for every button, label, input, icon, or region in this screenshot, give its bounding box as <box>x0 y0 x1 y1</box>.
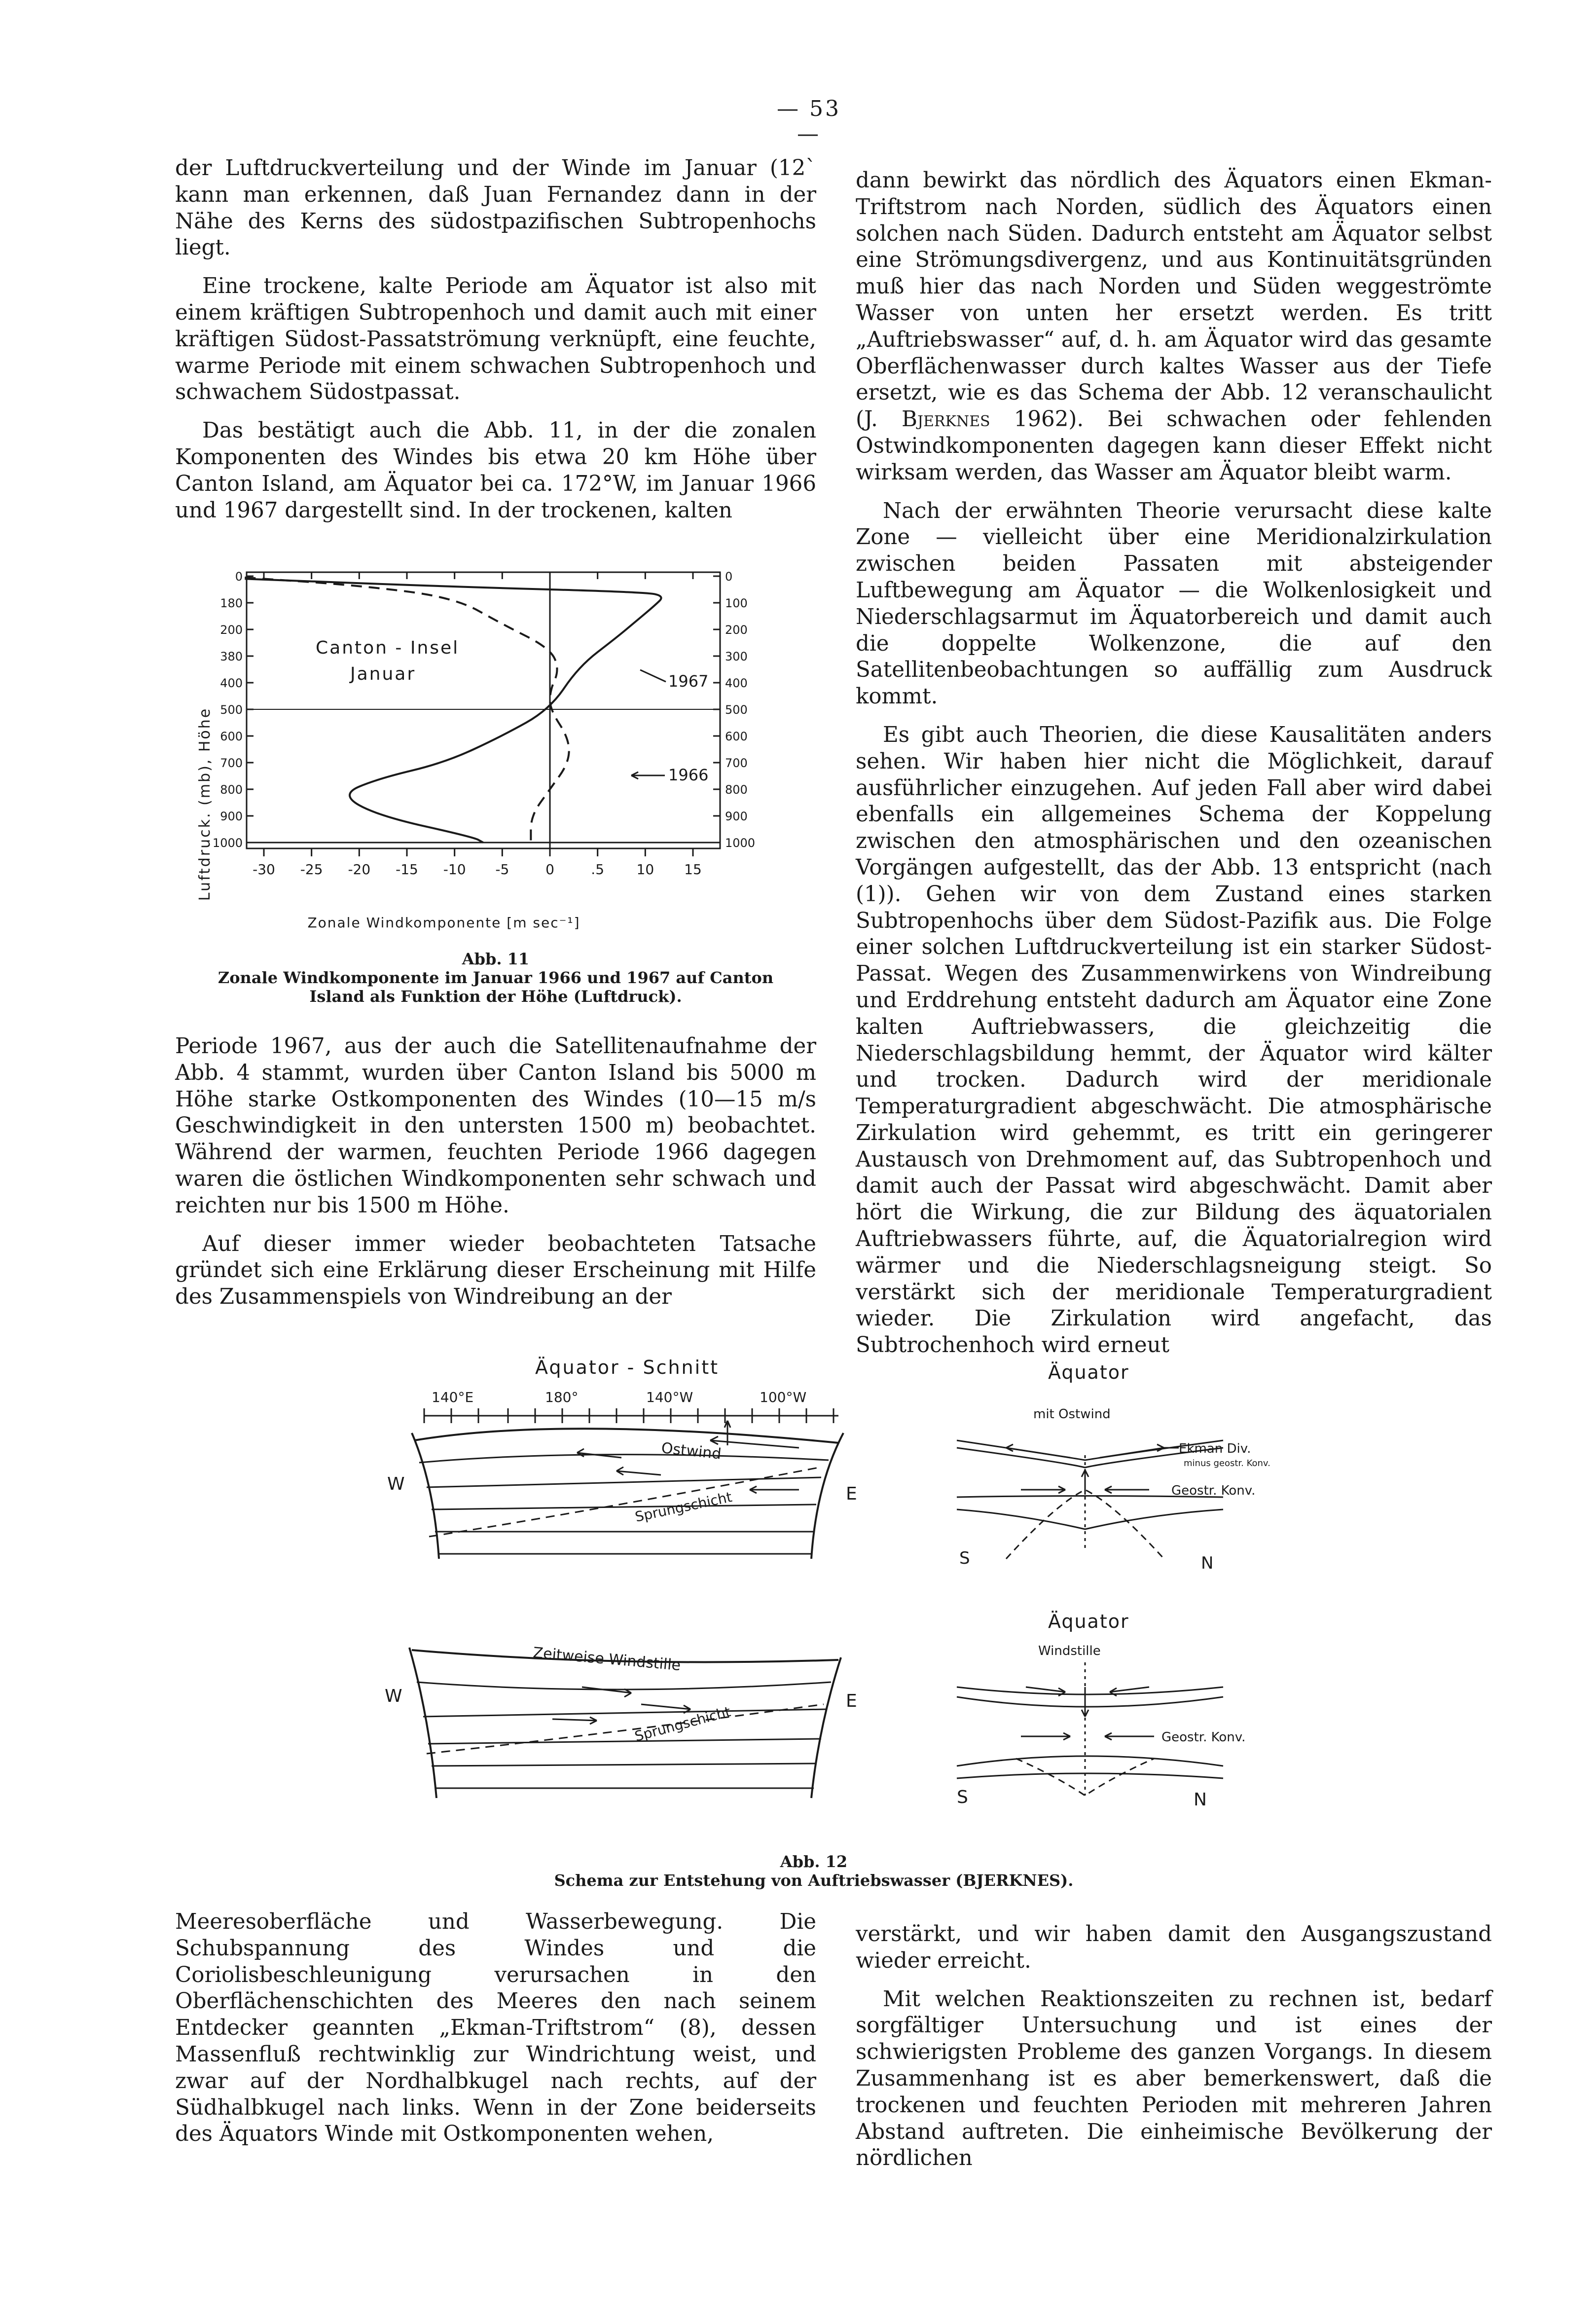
fig11-ticks <box>213 570 755 878</box>
caption-text: Zonale Windkomponente im Januar 1966 und 1967 auf Canton Island als Funktion der Höhe (Luftdruck). <box>218 968 774 1006</box>
cross-section-windstille <box>409 1648 841 1798</box>
layer-line <box>428 1739 821 1744</box>
y-tick-label-left: 180 <box>220 596 243 610</box>
y-tick-label-left: 400 <box>220 676 243 690</box>
surface-curve <box>957 1697 1223 1707</box>
paragraph: Auf dieser immer wieder beobachteten Tatsache gründet sich eine Erklärung dieser Erscheinung mit Hilfe des Zusammenspiels von Windreibung an der <box>175 1231 816 1310</box>
ostwind-label: Ostwind <box>660 1439 723 1463</box>
thermocline-dashed <box>429 1468 819 1537</box>
equator-windstille-schematic <box>957 1662 1223 1796</box>
y-tick-label-right: 0 <box>725 570 733 584</box>
y-tick-label-left: 0 <box>235 570 243 584</box>
west-label: W <box>387 1474 405 1494</box>
y-tick-label-left: 900 <box>220 809 243 823</box>
caption-text: Schema zur Entstehung von Auftriebswasser (BJERKNES). <box>554 1871 1074 1890</box>
south-label: S <box>957 1787 968 1807</box>
section-title: Äquator - Schnitt <box>535 1357 719 1378</box>
y-tick-label-left: 200 <box>220 623 243 637</box>
x-tick-label: -10 <box>443 861 466 878</box>
x-tick-label: 0 <box>545 861 554 878</box>
right-column-top <box>856 168 1492 1371</box>
y-tick-label-left: 1000 <box>212 836 243 850</box>
surface-curve <box>957 1687 1223 1694</box>
paragraph-text: dann bewirkt das nördlich des Äquators einen Ekman-Triftstrom nach Norden, südlich des Äquators einen solchen nach Süden. Dadurch entsteht am Äquator selbst eine Strömungsdivergenz, und aus Kontinuitätsgründen muß hier das nach Norden und Süden weggeströmte Wasser von unten her ersetzt werden. Es tritt „Auftriebswasser“ auf, d. h. am Äquator wird das gesamte Oberflächenwasser durch kaltes Wasser aus der Tiefe ersetzt, wie es das Schema der Abb. 12 veranschaulicht (J. <box>856 168 1492 432</box>
paragraph: Nach der erwähnten Theorie verursacht diese kalte Zone — vielleicht über eine Meridionalzirkulation zwischen beiden Passaten mit absteigender Luftbewegung am Äquator — die Wolkenlosigkeit und Niederschlagsarmut im Äquatorbereich und damit auch die doppelte Wolkenzone, die auf den Satellitenbeobachtungen so auffällig zum Ausdruck kommt. <box>856 498 1492 709</box>
y-axis-label: Luftdruck. (mb), Höhe <box>196 707 214 901</box>
x-tick-label: 15 <box>684 861 702 878</box>
current-arrow <box>552 1717 597 1724</box>
basin-left-wall <box>409 1648 436 1798</box>
y-tick-label-left: 600 <box>220 730 243 743</box>
y-tick-label-right: 300 <box>725 650 748 663</box>
dashed-thermocline <box>1016 1759 1154 1796</box>
thermocline-dashed <box>427 1704 824 1754</box>
left-column-middle <box>175 1033 816 1322</box>
isopycnal <box>957 1773 1223 1778</box>
series-line-1966 <box>245 578 569 843</box>
paragraph <box>856 168 1492 486</box>
layer-line <box>432 1505 816 1509</box>
basin-left-wall <box>412 1433 439 1559</box>
paragraph: Das bestätigt auch die Abb. 11, in der die zonalen Komponenten des Windes bis etwa 20 km Höhe über Canton Island, am Äquator bei ca. 172°W, im Januar 1966 und 1967 dargestellt sind. In der trockenen, kalten <box>175 418 816 523</box>
fig12-schematic <box>365 1342 1312 1850</box>
longitude-label: 100°W <box>760 1389 807 1405</box>
x-tick-label: 10 <box>636 861 654 878</box>
y-tick-label-right: 400 <box>725 676 748 690</box>
layer-line <box>417 1682 831 1690</box>
longitude-label: 140°W <box>646 1389 693 1405</box>
y-tick-label-right: 800 <box>725 783 748 797</box>
isopycnal <box>957 1509 1223 1529</box>
y-tick-label-right: 500 <box>725 703 748 717</box>
paragraph: der Luftdruckverteilung und der Winde im Januar (12` kann man erkennen, daß Juan Fernandez dann in der Nähe des Kerns des südostpazifischen Subtropenhochs liegt. <box>175 156 816 260</box>
y-tick-label-right: 200 <box>725 623 748 637</box>
location-label: Canton - Insel <box>316 638 460 658</box>
cross-section-ostwind <box>412 1421 843 1559</box>
equator-title: Äquator <box>1048 1361 1129 1383</box>
x-axis-label: Zonale Windkomponente [m sec⁻¹] <box>307 915 580 931</box>
y-tick-label-left: 800 <box>220 783 243 797</box>
y-tick-label-left: 380 <box>220 650 243 663</box>
y-tick-label-right: 700 <box>725 756 748 770</box>
sea-surface <box>414 1429 838 1443</box>
x-tick-label: -30 <box>253 861 275 878</box>
fig11-chart <box>187 557 809 947</box>
paragraph: verstärkt, und wir haben damit den Ausgangszustand wieder erreicht. <box>856 1922 1492 1973</box>
convergence-arrow <box>1026 1687 1065 1696</box>
east-label: E <box>846 1691 857 1711</box>
layer-line <box>419 1455 829 1463</box>
label-pointer-1966 <box>631 772 665 779</box>
series-label-1966: 1966 <box>668 766 709 784</box>
equator-ostwind-schematic <box>957 1440 1223 1559</box>
convergence-arrow <box>1105 1733 1154 1740</box>
page-number: — 53 — <box>777 96 841 147</box>
paragraph: Meeresoberfläche und Wasserbewegung. Die Schubspannung des Windes und die Coriolisbeschleunigung verursachen in den Oberflächenschichten des Meeres den nach seinem Entdecker geannten „Ekman-Triftstrom“ (8), dessen Massenfluß rechtwinklig zur Windrichtung weist, und zwar auf der Nordhalbkugel nach rechts, auf der Südhalbkugel nach links. Wenn in der Zone beiderseits des Äquators Winde mit Ostkomponenten wehen, <box>175 1910 816 2147</box>
wind-arrow <box>577 1449 621 1458</box>
east-label: E <box>846 1484 857 1504</box>
isopycnal <box>957 1756 1223 1766</box>
minus-geostr-label: minus geostr. Konv. <box>1184 1458 1270 1469</box>
equator-title: Äquator <box>1048 1611 1129 1632</box>
paragraph: Eine trockene, kalte Periode am Äquator ist also mit einem kräftigen Subtropenhoch und damit auch mit einer kräftigen Südost-Passatströmung verknüpft, eine feuchte, warme Periode mit einem schwachen Subtropenhoch und schwachem Südostpassat. <box>175 274 816 405</box>
y-tick-label-right: 600 <box>725 730 748 743</box>
basin-right-wall <box>811 1657 841 1798</box>
north-label: N <box>1194 1790 1207 1810</box>
divergence-arrow <box>1100 1444 1164 1458</box>
paragraph-text: 1962). Bei schwachen oder fehlenden Ostwindkomponenten dagegen kann dieser Effekt nicht wirksam werden, das Wasser am Äquator bleibt warm. <box>856 407 1492 485</box>
paragraph: Periode 1967, aus der auch die Satellitenaufnahme der Abb. 4 stammt, wurden über Canton Island bis 5000 m Höhe starke Ostkomponenten des Windes (10—15 m/s Geschwindigkeit in den untersten 1500 m) beobachtet. Während der warmen, feuchten Periode 1966 dagegen waren die östlichen Windkomponenten sehr schwach und reichten nur bis 1500 m Höhe. <box>175 1034 816 1218</box>
caption-title: Abb. 12 <box>780 1852 848 1871</box>
x-tick-label: .5 <box>591 861 605 878</box>
convergence-arrow <box>1021 1486 1065 1493</box>
current-arrow <box>750 1486 799 1493</box>
y-tick-label-left: 700 <box>220 756 243 770</box>
convergence-arrow <box>1021 1733 1070 1740</box>
plot-frame <box>247 572 720 848</box>
month-label: Januar <box>350 664 416 684</box>
sprungschicht-label: Sprungschicht <box>633 1488 734 1525</box>
mit-ostwind-label: mit Ostwind <box>1033 1407 1111 1422</box>
fig11-series <box>245 578 661 843</box>
south-label: S <box>959 1548 970 1568</box>
author-name: Bjerknes <box>901 407 990 432</box>
layer-line <box>423 1709 826 1717</box>
y-tick-label-right: 100 <box>725 596 748 610</box>
convergence-arrow <box>1110 1687 1149 1696</box>
vertical-arrow <box>1082 1687 1088 1717</box>
paragraph: Es gibt auch Theorien, die diese Kausalitäten anders sehen. Wir haben hier nicht die Möglichkeit, darauf ausführlicher einzugehen. Auf jeden Fall aber wird dabei ebenfalls ein allgemeines Schema der Koppelung zwischen den atmosphärischen und den ozeanischen Vorgängen aufgestellt, das der Abb. 13 entspricht (nach (1)). Gehen wir von dem Zustand eines starken Subtropenhochs über dem Südost-Pazifik aus. Die Folge einer solchen Luftdruckverteilung ist ein starker Südost-Passat. Wegen des Zusammenwirkens von Windreibung und Erddrehung entsteht dadurch am Äquator eine Zone kalten Auftriebwassers, die gleichzeitig die Niederschlagsbildung hemmt, der Äquator wird kälter und trocken. Dadurch wird der meridionale Temperaturgradient abgeschwächt. Die atmosphärische Zirkulation wird gehemmt, es tritt ein geringerer Austausch von Drehmoment auf, das Subtropenhoch und damit auch der Passat wird abgeschwächt. Damit aber hört die Wirkung, die zur Bildung des äquatorialen Auftriebwassers führte, auf, die Äquatorialregion wird wärmer und die Niederschlagsneigung steigt. So verstärkt sich der meridionale Temperaturgradient wieder. Die Zirkulation wird angefacht, das Subtrochenhoch wird erneut <box>856 722 1492 1358</box>
label-pointer-1967 <box>640 670 666 682</box>
current-arrow <box>582 1687 631 1697</box>
west-label: W <box>385 1686 402 1706</box>
sprungschicht-label: Sprungschicht <box>633 1703 732 1745</box>
series-line-1967 <box>245 579 661 843</box>
basin-right-wall <box>811 1433 843 1559</box>
y-tick-label-right: 1000 <box>725 836 756 850</box>
geostr-konv-label: Geostr. Konv. <box>1161 1730 1246 1745</box>
fig11-caption <box>175 950 816 1006</box>
x-tick-label: -15 <box>396 861 418 878</box>
fig11-axes <box>247 572 720 848</box>
right-column-bottom <box>856 1921 1492 2184</box>
x-tick-label: -5 <box>495 861 509 878</box>
zeitweise-windstille-label: Zeitweise Windstille <box>532 1644 682 1675</box>
windstille-label: Windstille <box>1038 1644 1101 1658</box>
longitude-label: 180° <box>545 1389 579 1405</box>
wind-arrow <box>617 1467 661 1475</box>
longitude-label: 140°E <box>432 1389 474 1405</box>
x-tick-label: -25 <box>300 861 323 878</box>
left-column-top <box>175 155 816 536</box>
layer-line <box>432 1763 816 1766</box>
left-column-bottom <box>175 1909 816 2160</box>
caption-title: Abb. 11 <box>462 950 530 968</box>
series-label-1967: 1967 <box>668 672 709 691</box>
x-tick-label: -20 <box>348 861 371 878</box>
convergence-arrow <box>1105 1486 1149 1493</box>
y-tick-label-left: 500 <box>220 703 243 717</box>
y-tick-label-right: 900 <box>725 809 748 823</box>
layer-line <box>427 1477 821 1487</box>
ekman-div-label: Ekman Div. <box>1179 1441 1251 1456</box>
paragraph: Mit welchen Reaktionszeiten zu rechnen ist, bedarf sorgfältiger Untersuchung und ist eines der schwierigsten Probleme des ganzen Vorgangs. In diesem Zusammenhang ist es aber bemerkenswert, daß die trockenen und feuchten Perioden mit mehreren Jahren Abstand auftreten. Die einheimische Bevölkerung der nördlichen <box>856 1986 1492 2171</box>
fig12-caption <box>395 1852 1233 1890</box>
geostr-konv-label: Geostr. Konv. <box>1171 1483 1256 1498</box>
north-label: N <box>1201 1553 1214 1573</box>
